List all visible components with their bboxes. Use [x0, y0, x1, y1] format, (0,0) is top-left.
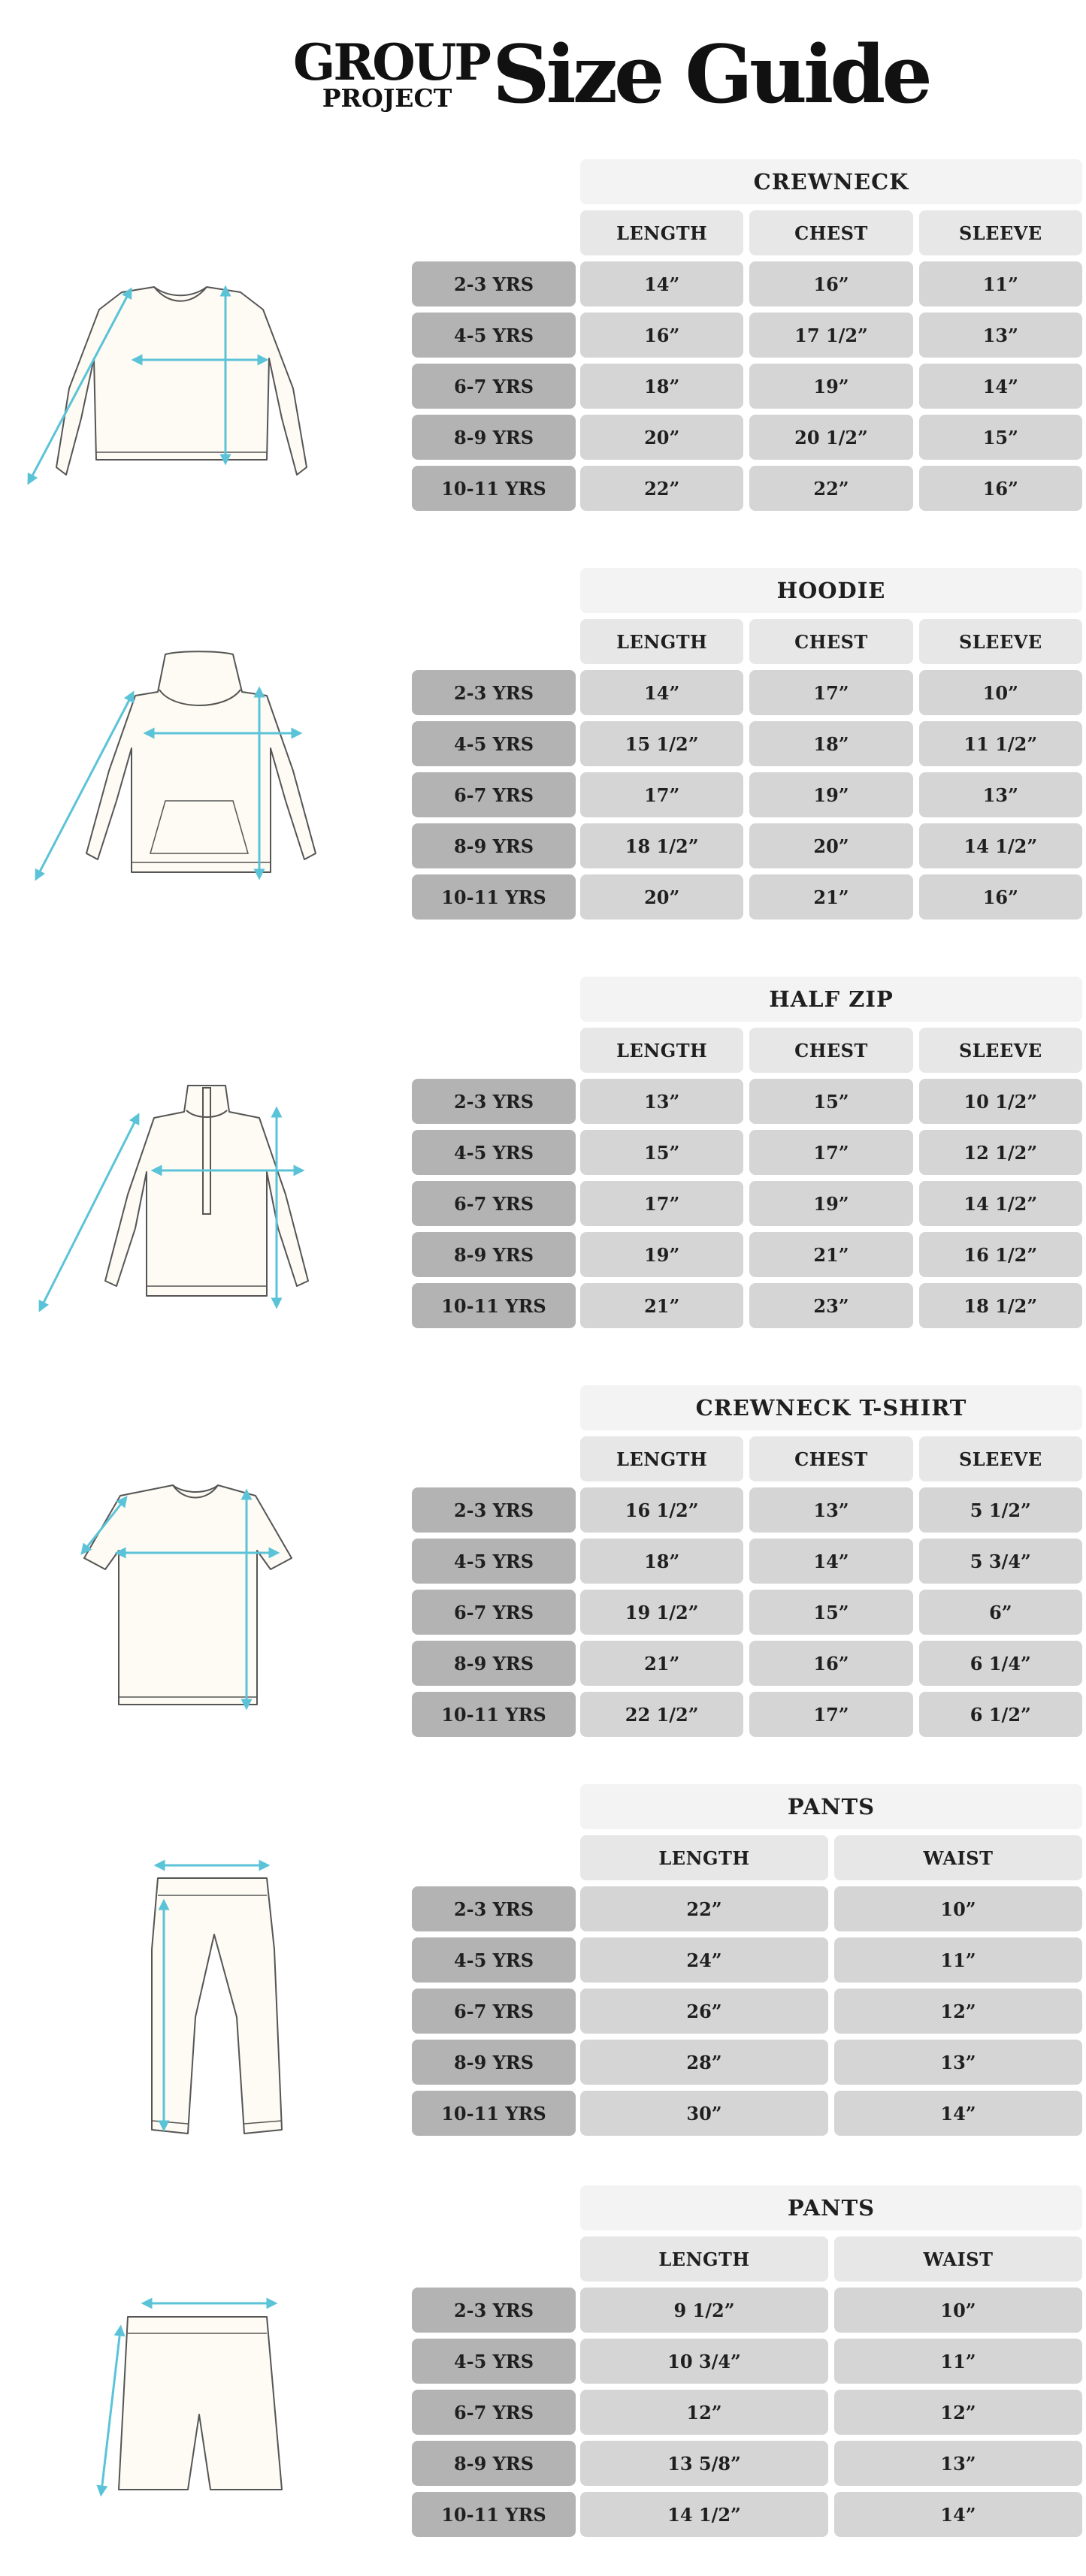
measurement-value: 6”	[919, 1590, 1082, 1635]
measurement-value: 5 1/2”	[919, 1487, 1082, 1533]
measurement-value: 6 1/4”	[919, 1641, 1082, 1686]
jogger-pants-icon	[0, 1844, 338, 2160]
size-label: 4-5 YRS	[412, 721, 576, 766]
measurement-value: 13”	[919, 772, 1082, 817]
measurement-value: 14 1/2”	[919, 823, 1082, 868]
size-label: 2-3 YRS	[412, 1886, 576, 1931]
half-zip-icon	[0, 1082, 353, 1330]
measurement-value: 14”	[834, 2492, 1082, 2537]
measurement-value: 16 1/2”	[580, 1487, 743, 1533]
measurement-value: 21”	[749, 1232, 912, 1277]
measurement-value: 17”	[749, 1130, 912, 1175]
column-header-waist: WAIST	[834, 2236, 1082, 2282]
size-label: 2-3 YRS	[412, 261, 576, 307]
crewneck-sweatshirt-icon	[0, 276, 353, 524]
column-header-sleeve: SLEEVE	[919, 1436, 1082, 1481]
size-label: 8-9 YRS	[412, 2441, 576, 2486]
crewneck-tshirt-icon	[0, 1479, 338, 1727]
measurement-value: 19 1/2”	[580, 1590, 743, 1635]
measurement-value: 12 1/2”	[919, 1130, 1082, 1175]
column-header-length: LENGTH	[580, 2236, 828, 2282]
measurement-value: 13”	[749, 1487, 912, 1533]
measurement-value: 18”	[580, 1539, 743, 1584]
measurement-value: 15”	[749, 1079, 912, 1124]
size-label: 2-3 YRS	[412, 1079, 576, 1124]
column-header-length: LENGTH	[580, 1028, 743, 1073]
size-label: 10-11 YRS	[412, 2091, 576, 2136]
measurement-value: 20”	[749, 823, 912, 868]
measurement-value: 16”	[749, 261, 912, 307]
column-header-chest: CHEST	[749, 619, 912, 664]
measurement-value: 22”	[580, 466, 743, 511]
measurement-value: 14”	[834, 2091, 1082, 2136]
size-label: 10-11 YRS	[412, 1692, 576, 1737]
brand-logo-line1: GROUP	[293, 33, 489, 92]
measurement-value: 18”	[580, 364, 743, 409]
measurement-value: 13”	[834, 2441, 1082, 2486]
measurement-value: 15 1/2”	[580, 721, 743, 766]
measurement-value: 13 5/8”	[580, 2441, 828, 2486]
shorts-icon	[0, 2279, 338, 2527]
measurement-value: 9 1/2”	[580, 2288, 828, 2333]
size-table-section	[0, 977, 1086, 1367]
shorts-icon	[0, 2279, 338, 2527]
size-table-section	[0, 568, 1086, 959]
product-name: HALF ZIP	[580, 977, 1082, 1022]
size-label: 2-3 YRS	[412, 670, 576, 715]
column-header-sleeve: SLEEVE	[919, 210, 1082, 255]
measurement-value: 10”	[834, 2288, 1082, 2333]
column-header-length: LENGTH	[580, 1436, 743, 1481]
measurement-value: 16 1/2”	[919, 1232, 1082, 1277]
product-name: HOODIE	[580, 568, 1082, 613]
crewneck-tshirt-icon	[0, 1479, 338, 1727]
measurement-value: 20”	[580, 874, 743, 920]
brand-logo-line2: PROJECT	[322, 83, 452, 113]
column-header-length: LENGTH	[580, 1835, 828, 1880]
measurement-value: 22 1/2”	[580, 1692, 743, 1737]
page-title: Size Guide	[492, 27, 929, 121]
size-label: 6-7 YRS	[412, 1989, 576, 2034]
measurement-value: 14”	[919, 364, 1082, 409]
measurement-value: 22”	[749, 466, 912, 511]
measurement-value: 15”	[749, 1590, 912, 1635]
size-table-section	[0, 1784, 1086, 2175]
measurement-value: 10 1/2”	[919, 1079, 1082, 1124]
measurement-value: 18 1/2”	[919, 1283, 1082, 1328]
measurement-value: 15”	[919, 415, 1082, 460]
size-label: 6-7 YRS	[412, 2390, 576, 2435]
size-label: 4-5 YRS	[412, 1937, 576, 1983]
size-label: 4-5 YRS	[412, 1130, 576, 1175]
measurement-value: 18 1/2”	[580, 823, 743, 868]
measurement-value: 14 1/2”	[580, 2492, 828, 2537]
measurement-value: 17”	[580, 772, 743, 817]
size-label: 8-9 YRS	[412, 415, 576, 460]
measurement-value: 16”	[749, 1641, 912, 1686]
size-label: 2-3 YRS	[412, 2288, 576, 2333]
size-label: 6-7 YRS	[412, 1590, 576, 1635]
measurement-value: 16”	[919, 874, 1082, 920]
measurement-value: 10”	[919, 670, 1082, 715]
size-label: 8-9 YRS	[412, 1232, 576, 1277]
size-label: 6-7 YRS	[412, 1181, 576, 1226]
measurement-value: 19”	[749, 1181, 912, 1226]
page-header	[0, 0, 1086, 143]
measurement-value: 17 1/2”	[749, 313, 912, 358]
measurement-value: 22”	[580, 1886, 828, 1931]
measurement-value: 17”	[580, 1181, 743, 1226]
measurement-value: 21”	[580, 1283, 743, 1328]
measurement-value: 11”	[919, 261, 1082, 307]
product-name: PANTS	[580, 2185, 1082, 2230]
column-header-sleeve: SLEEVE	[919, 619, 1082, 664]
measurement-value: 14 1/2”	[919, 1181, 1082, 1226]
size-label: 10-11 YRS	[412, 1283, 576, 1328]
measurement-value: 13”	[919, 313, 1082, 358]
measurement-value: 17”	[749, 670, 912, 715]
measurement-value: 16”	[919, 466, 1082, 511]
measurement-value: 15”	[580, 1130, 743, 1175]
size-label: 4-5 YRS	[412, 2339, 576, 2384]
hoodie-icon	[0, 651, 353, 898]
crewneck-sweatshirt-icon	[0, 276, 353, 524]
column-header-chest: CHEST	[749, 1436, 912, 1481]
measurement-value: 20 1/2”	[749, 415, 912, 460]
size-table-section	[0, 1385, 1086, 1776]
column-header-length: LENGTH	[580, 619, 743, 664]
size-label: 8-9 YRS	[412, 1641, 576, 1686]
measurement-value: 14”	[580, 261, 743, 307]
half-zip-icon	[0, 1082, 353, 1330]
measurement-value: 17”	[749, 1692, 912, 1737]
measurement-value: 10”	[834, 1886, 1082, 1931]
jogger-pants-icon	[0, 1844, 338, 2160]
measurement-value: 11”	[834, 1937, 1082, 1983]
column-header-chest: CHEST	[749, 1028, 912, 1073]
size-table-section	[0, 2185, 1086, 2576]
measurement-value: 19”	[749, 772, 912, 817]
measurement-value: 16”	[580, 313, 743, 358]
measurement-value: 12”	[580, 2390, 828, 2435]
measurement-value: 20”	[580, 415, 743, 460]
size-label: 10-11 YRS	[412, 466, 576, 511]
size-label: 10-11 YRS	[412, 874, 576, 920]
measurement-value: 23”	[749, 1283, 912, 1328]
measurement-value: 14”	[749, 1539, 912, 1584]
measurement-value: 28”	[580, 2040, 828, 2085]
measurement-value: 11 1/2”	[919, 721, 1082, 766]
measurement-value: 12”	[834, 1989, 1082, 2034]
measurement-value: 10 3/4”	[580, 2339, 828, 2384]
product-name: PANTS	[580, 1784, 1082, 1829]
size-label: 10-11 YRS	[412, 2492, 576, 2537]
column-header-sleeve: SLEEVE	[919, 1028, 1082, 1073]
measurement-value: 18”	[749, 721, 912, 766]
product-name: CREWNECK	[580, 159, 1082, 204]
hoodie-icon	[0, 651, 353, 898]
measurement-value: 13”	[834, 2040, 1082, 2085]
measurement-value: 11”	[834, 2339, 1082, 2384]
size-label: 6-7 YRS	[412, 772, 576, 817]
size-label: 8-9 YRS	[412, 823, 576, 868]
brand-logo	[293, 33, 489, 113]
measurement-value: 19”	[749, 364, 912, 409]
measurement-value: 26”	[580, 1989, 828, 2034]
measurement-value: 12”	[834, 2390, 1082, 2435]
measurement-value: 19”	[580, 1232, 743, 1277]
measurement-value: 30”	[580, 2091, 828, 2136]
measurement-value: 21”	[580, 1641, 743, 1686]
column-header-waist: WAIST	[834, 1835, 1082, 1880]
size-label: 2-3 YRS	[412, 1487, 576, 1533]
size-label: 6-7 YRS	[412, 364, 576, 409]
measurement-value: 14”	[580, 670, 743, 715]
measurement-value: 21”	[749, 874, 912, 920]
measurement-value: 24”	[580, 1937, 828, 1983]
size-label: 8-9 YRS	[412, 2040, 576, 2085]
measurement-value: 6 1/2”	[919, 1692, 1082, 1737]
size-table-section	[0, 159, 1086, 550]
product-name: CREWNECK T-SHIRT	[580, 1385, 1082, 1430]
measurement-value: 13”	[580, 1079, 743, 1124]
size-label: 4-5 YRS	[412, 313, 576, 358]
measurement-value: 5 3/4”	[919, 1539, 1082, 1584]
size-label: 4-5 YRS	[412, 1539, 576, 1584]
column-header-length: LENGTH	[580, 210, 743, 255]
column-header-chest: CHEST	[749, 210, 912, 255]
